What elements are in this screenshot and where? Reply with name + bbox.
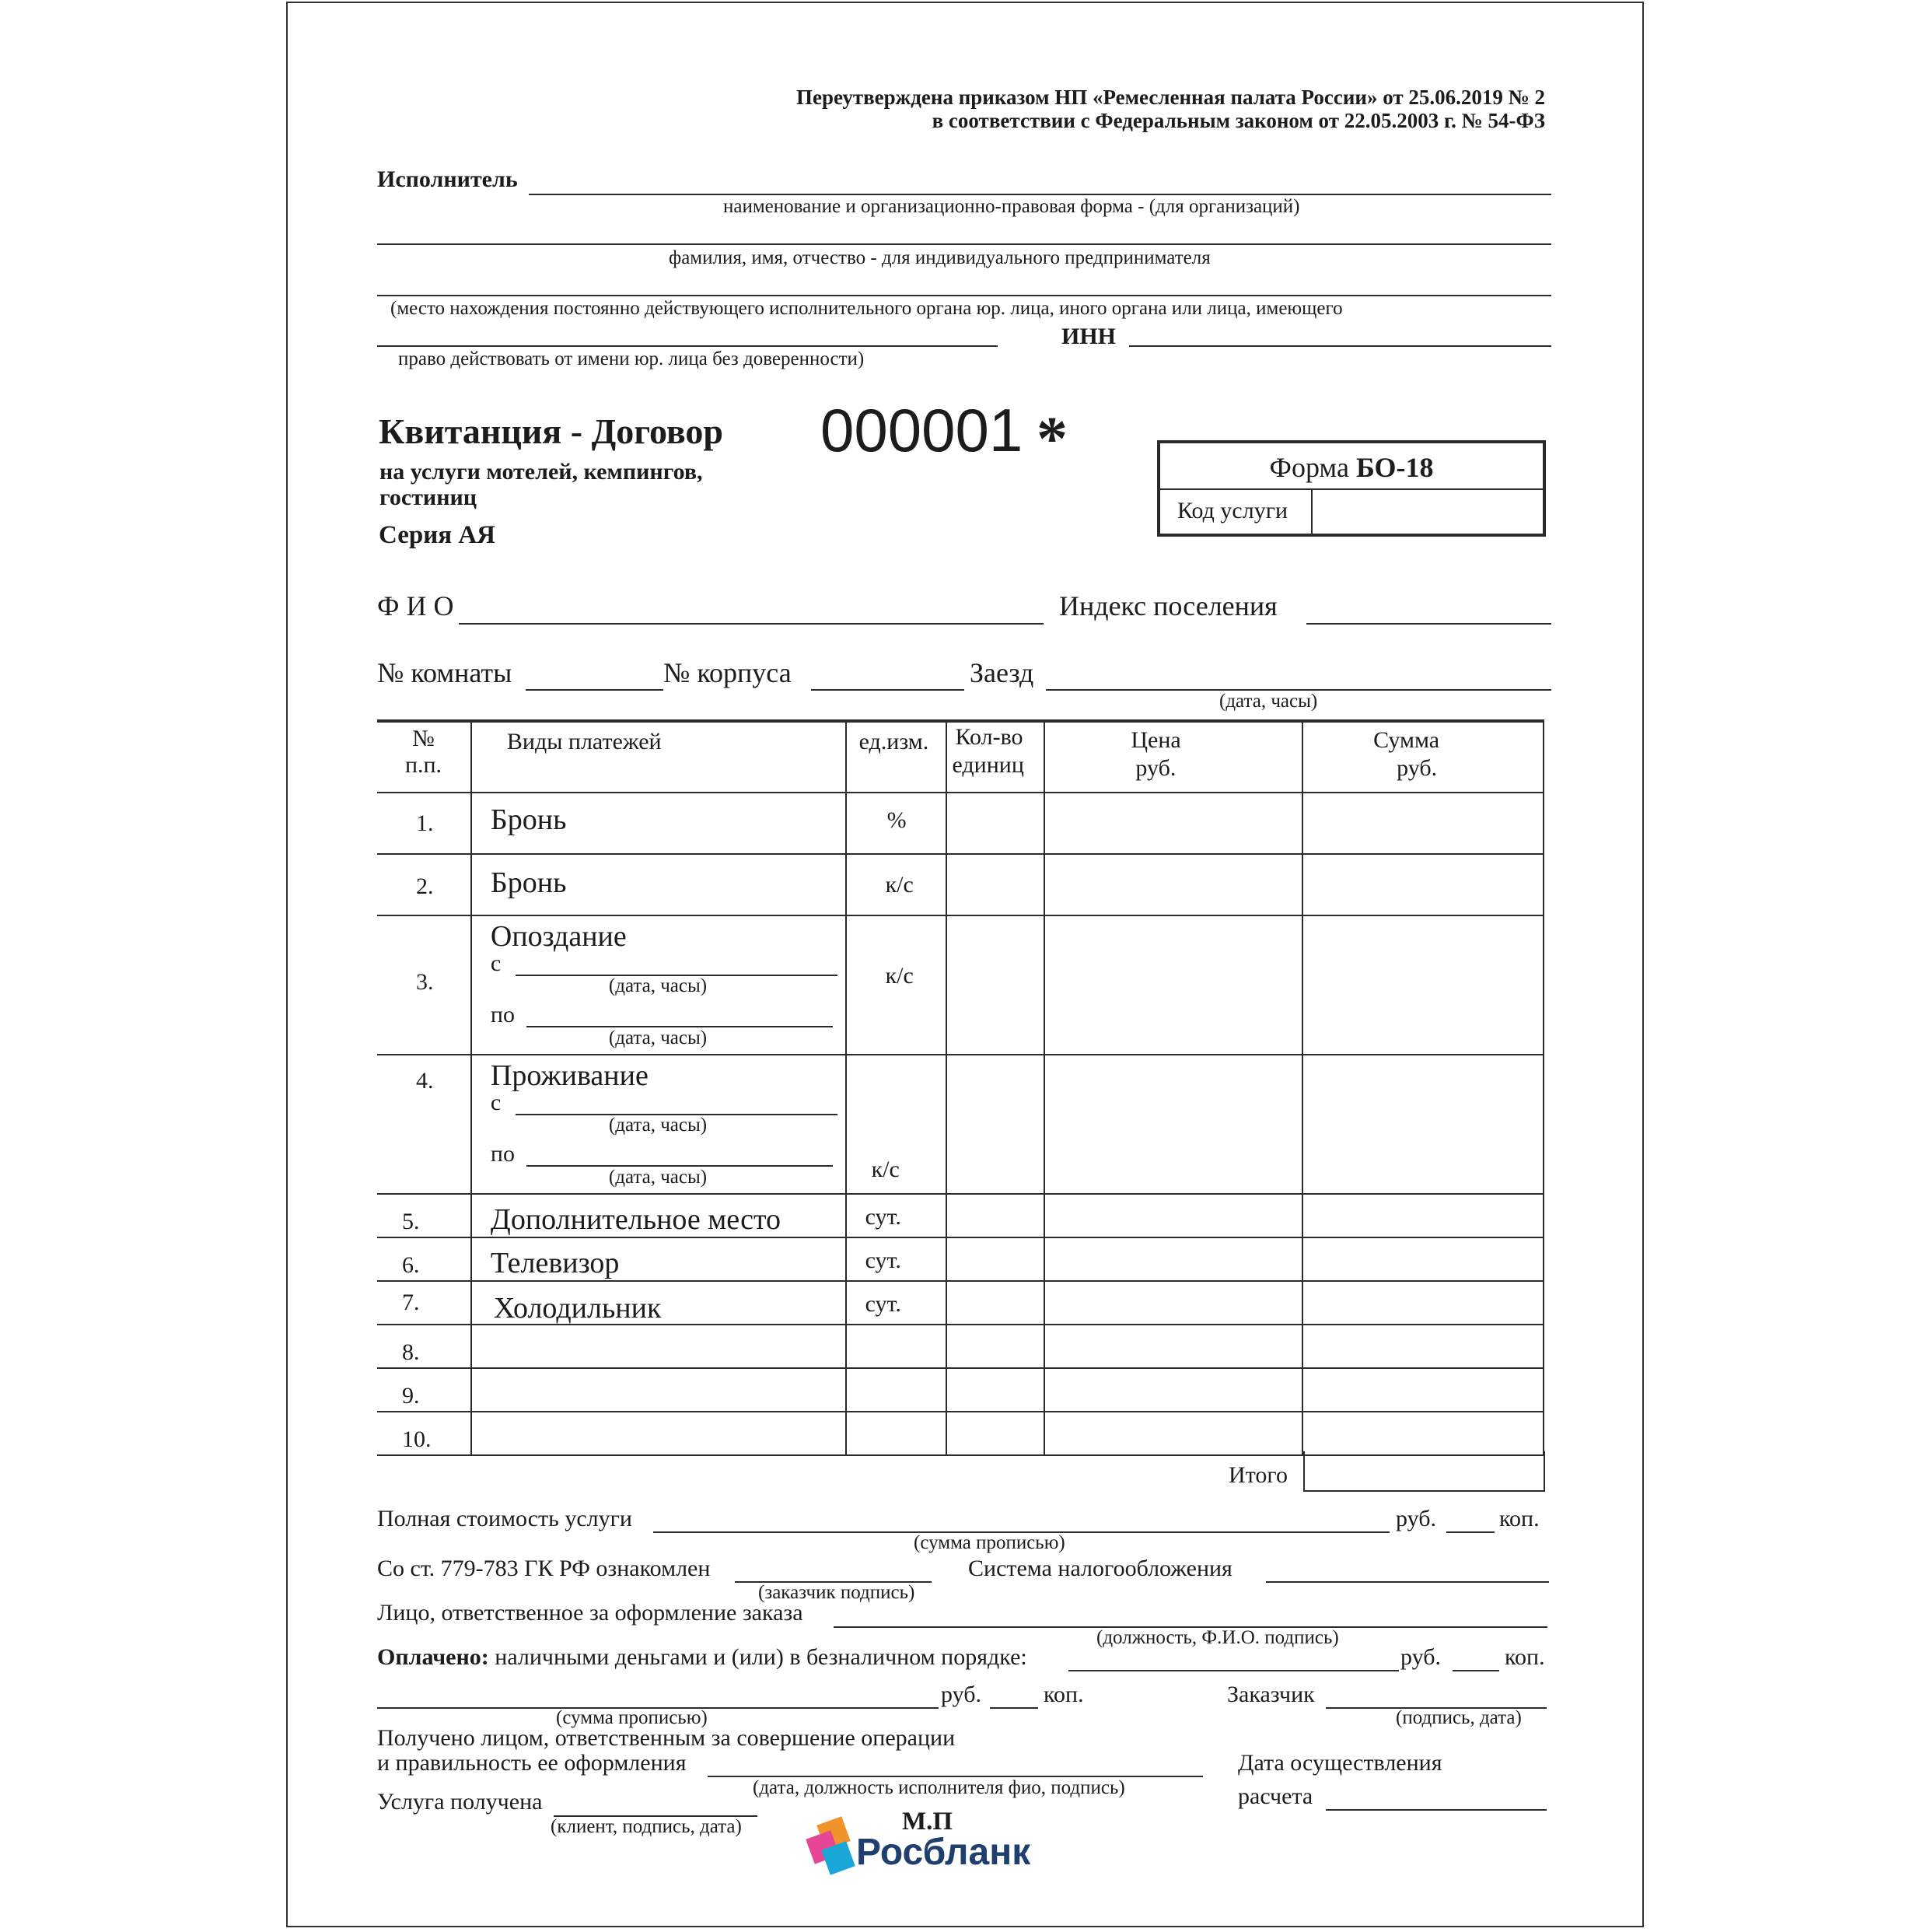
from-label: с (490, 950, 502, 976)
row-sum-cell[interactable] (1302, 1194, 1544, 1237)
row-name: Телевизор (490, 1247, 620, 1279)
client-hint: (клиент, подпись, дата) (551, 1816, 742, 1837)
sum-words-hint: (сумма прописью) (914, 1532, 1065, 1553)
row-name: Дополнительное место (490, 1203, 781, 1236)
header-qty-1: Кол-во (955, 724, 1023, 750)
executor-hint-org: наименование и организационно-правовая форма - (для организаций) (723, 196, 1300, 217)
row-price-cell[interactable] (1044, 1055, 1302, 1194)
service-code-field[interactable] (1313, 490, 1543, 534)
row-unit: к/с (885, 872, 914, 898)
received-line-2: и правильность ее оформления (377, 1750, 687, 1776)
header-price-1: Цена (1131, 727, 1181, 753)
received-hint: (дата, должность исполнителя фио, подпись) (753, 1777, 1125, 1798)
inn-line[interactable] (1129, 345, 1551, 347)
header-qty (946, 721, 1044, 793)
table-row (377, 1194, 1544, 1237)
checkin-hint: (дата, часы) (1219, 691, 1318, 712)
row-qty-cell[interactable] (946, 793, 1044, 854)
row-name: Проживание (490, 1059, 649, 1092)
row-sum-cell[interactable] (1302, 1325, 1544, 1368)
row-num: 9. (402, 1383, 420, 1409)
paid-amount-line[interactable] (1068, 1670, 1399, 1671)
service-code-label: Код услуги (1177, 498, 1288, 523)
index-line[interactable] (1306, 623, 1551, 625)
header-num-2: п.п. (404, 752, 442, 778)
date-hint: (дата, часы) (608, 1027, 708, 1048)
row-num: 4. (416, 1068, 434, 1094)
header-price (1044, 721, 1302, 793)
row-name: Бронь (490, 866, 567, 899)
to-label: по (490, 1002, 515, 1027)
paid-words-rub: руб. (941, 1682, 981, 1707)
row-name: Холодильник (493, 1292, 662, 1325)
row-price-cell[interactable] (1044, 1325, 1302, 1368)
row-sum-cell[interactable] (1302, 1281, 1544, 1325)
brand-logo (805, 1817, 1061, 1879)
stamp-label: М.П (902, 1808, 953, 1836)
row-qty-cell[interactable] (946, 1281, 1044, 1325)
paid-words-kop-line[interactable] (990, 1707, 1038, 1709)
row-unit: % (886, 807, 907, 833)
row-unit: сут. (865, 1248, 901, 1273)
row-num: 10. (402, 1426, 432, 1452)
paid-words-kop: коп. (1044, 1682, 1084, 1707)
row-qty-cell[interactable] (946, 1055, 1044, 1194)
tax-system-label: Система налогообложения (968, 1556, 1232, 1581)
row-name-cell[interactable] (471, 1325, 846, 1368)
row-num: 3. (416, 969, 434, 995)
row-name-cell[interactable] (471, 1368, 846, 1412)
total-label: Итого (1229, 1462, 1288, 1488)
full-cost-kop: коп. (1499, 1506, 1540, 1531)
approval-line-2: в соответствии с Федеральным законом от 22.05.2003 г. № 54-ФЗ (932, 109, 1545, 132)
row-price-cell[interactable] (1044, 1368, 1302, 1412)
table-row (377, 1325, 1544, 1368)
executor-fio-line[interactable] (377, 243, 1551, 245)
executor-hint-ip: фамилия, имя, отчество - для индивидуального предпринимателя (669, 247, 1211, 268)
paid-rub: руб. (1400, 1644, 1441, 1670)
service-received-label: Услуга получена (377, 1789, 543, 1815)
row-qty-cell[interactable] (946, 1194, 1044, 1237)
full-cost-kop-line[interactable] (1446, 1531, 1495, 1533)
document-subtitle-1: на услуги мотелей, кемпингов, (379, 459, 703, 485)
header-unit (846, 721, 947, 793)
form-code-box (1157, 440, 1546, 537)
row-num: 1. (416, 810, 434, 836)
header-kinds-label: Виды платежей (506, 729, 662, 754)
table-row (377, 1281, 1544, 1325)
row-num: 8. (402, 1339, 420, 1365)
index-label: Индекс поселения (1059, 590, 1278, 621)
row-sum-cell[interactable] (1302, 1237, 1544, 1281)
paid-label: Оплачено: (377, 1644, 489, 1670)
header-sum-1: Сумма (1373, 727, 1440, 753)
to-label: по (490, 1141, 515, 1167)
responsible-label: Лицо, ответственное за оформление заказа (377, 1600, 803, 1626)
acquainted-label: Со ст. 779-783 ГК РФ ознакомлен (377, 1556, 711, 1581)
number-star: * (1037, 405, 1068, 474)
table-row (377, 1412, 1544, 1455)
approval-line-1: Переутверждена приказом НП «Ремесленная палата России» от 25.06.2019 № 2 (796, 86, 1545, 109)
header-num (377, 721, 471, 793)
date-hint: (дата, часы) (608, 1167, 708, 1188)
row-price-cell[interactable] (1044, 1281, 1302, 1325)
building-label: № корпуса (663, 657, 792, 688)
table-row (377, 1368, 1544, 1412)
row-qty-cell[interactable] (946, 915, 1044, 1055)
row-num: 6. (402, 1252, 420, 1278)
brand-name-text: Росбланк (856, 1832, 1031, 1873)
position-hint: (должность, Ф.И.О. подпись) (1096, 1627, 1339, 1648)
table-row (377, 854, 1544, 915)
paid-kop: коп. (1505, 1644, 1545, 1670)
row-qty-cell[interactable] (946, 1368, 1044, 1412)
row-price-cell[interactable] (1044, 854, 1302, 915)
checkin-label: Заезд (970, 657, 1034, 688)
executor-hint-power: право действовать от имени юр. лица без доверенности) (398, 348, 865, 369)
customer-sign-hint: (заказчик подпись) (758, 1582, 915, 1603)
header-num-1: № (412, 726, 435, 751)
header-sum-2: руб. (1397, 755, 1438, 781)
full-cost-rub: руб. (1396, 1506, 1436, 1531)
row-sum-cell[interactable] (1302, 793, 1544, 854)
inn-label: ИНН (1061, 324, 1117, 349)
executor-name-line[interactable] (529, 194, 1551, 195)
document-subtitle-2: гостиниц (379, 485, 477, 510)
executor-address-line-2[interactable] (377, 345, 998, 347)
row-qty-cell[interactable] (946, 854, 1044, 915)
row-price-cell[interactable] (1044, 793, 1302, 854)
calc-date-line-2: расчета (1238, 1783, 1313, 1809)
row-price-cell[interactable] (1044, 1412, 1302, 1455)
payments-table (377, 719, 1544, 1456)
row-sum-cell[interactable] (1302, 854, 1544, 915)
row-qty-cell[interactable] (946, 1325, 1044, 1368)
row-unit: к/с (871, 1157, 900, 1182)
row-sum-cell[interactable] (1302, 1412, 1544, 1455)
header-kinds (471, 721, 846, 793)
row-sum-cell[interactable] (1302, 1055, 1544, 1194)
total-field[interactable] (1303, 1451, 1545, 1492)
tax-system-line[interactable] (1266, 1581, 1549, 1583)
date-hint: (дата, часы) (608, 975, 708, 996)
executor-hint-location: (место нахождения постоянно действующего исполнительного органа юр. лица, иного органа или лица, имеющего (390, 298, 1343, 319)
document-title: Квитанция - Договор (379, 411, 723, 451)
header-sum (1302, 721, 1544, 793)
row-unit: к/с (885, 963, 914, 989)
header-qty-2: единиц (952, 752, 1024, 778)
calc-date-line[interactable] (1326, 1809, 1547, 1811)
calc-date-line-1: Дата осуществления (1238, 1750, 1442, 1776)
form-prefix: Форма (1269, 452, 1349, 483)
form-label (1160, 451, 1543, 484)
building-line[interactable] (811, 689, 964, 691)
document-series: Серия АЯ (379, 521, 496, 549)
row-num: 5. (402, 1209, 420, 1234)
brand-name (856, 1831, 1030, 1874)
executor-label: Исполнитель (377, 166, 518, 192)
row-price-cell[interactable] (1044, 1194, 1302, 1237)
row-qty-cell[interactable] (946, 1237, 1044, 1281)
header-unit-label: ед.изм. (858, 729, 929, 754)
table-row (377, 1237, 1544, 1281)
row-name-cell[interactable] (471, 1412, 846, 1455)
date-hint: (дата, часы) (608, 1115, 708, 1136)
full-cost-label: Полная стоимость услуги (377, 1506, 632, 1531)
paid-words-hint: (сумма прописью) (556, 1707, 708, 1728)
fio-line[interactable] (459, 623, 1044, 625)
from-label: с (490, 1090, 502, 1115)
paid-text: наличными деньгами и (или) в безналичном порядке: (495, 1644, 1027, 1670)
form-code: БО-18 (1355, 452, 1434, 483)
row-qty-cell[interactable] (946, 1412, 1044, 1455)
table-header-row (377, 721, 1544, 793)
paid-kop-line[interactable] (1453, 1670, 1499, 1671)
room-line[interactable] (526, 689, 663, 691)
sign-date-hint: (подпись, дата) (1396, 1707, 1522, 1728)
row-sum-cell[interactable] (1302, 1368, 1544, 1412)
row-sum-cell[interactable] (1302, 915, 1544, 1055)
row-unit-cell[interactable] (846, 1412, 947, 1455)
row-unit-cell[interactable] (846, 1325, 947, 1368)
row-unit: сут. (865, 1204, 901, 1230)
row-name: Бронь (490, 803, 567, 836)
header-price-2: руб. (1135, 755, 1177, 781)
received-line-1: Получено лицом, ответственным за совершение операции (377, 1725, 956, 1751)
paid-line (377, 1644, 1027, 1671)
row-price-cell[interactable] (1044, 1237, 1302, 1281)
row-num: 2. (416, 873, 434, 899)
room-label: № комнаты (377, 657, 512, 688)
fio-label: Ф И О (377, 590, 454, 621)
row-unit-cell[interactable] (846, 1368, 947, 1412)
table-row (377, 915, 1544, 1055)
row-unit: сут. (865, 1291, 901, 1317)
table-row (377, 793, 1544, 854)
row-name: Опоздание (490, 920, 627, 953)
executor-address-line[interactable] (377, 295, 1551, 296)
row-num: 7. (402, 1290, 420, 1315)
row-price-cell[interactable] (1044, 915, 1302, 1055)
customer-label: Заказчик (1227, 1682, 1315, 1707)
table-row (377, 1055, 1544, 1194)
document-number: 000001 (820, 396, 1023, 464)
